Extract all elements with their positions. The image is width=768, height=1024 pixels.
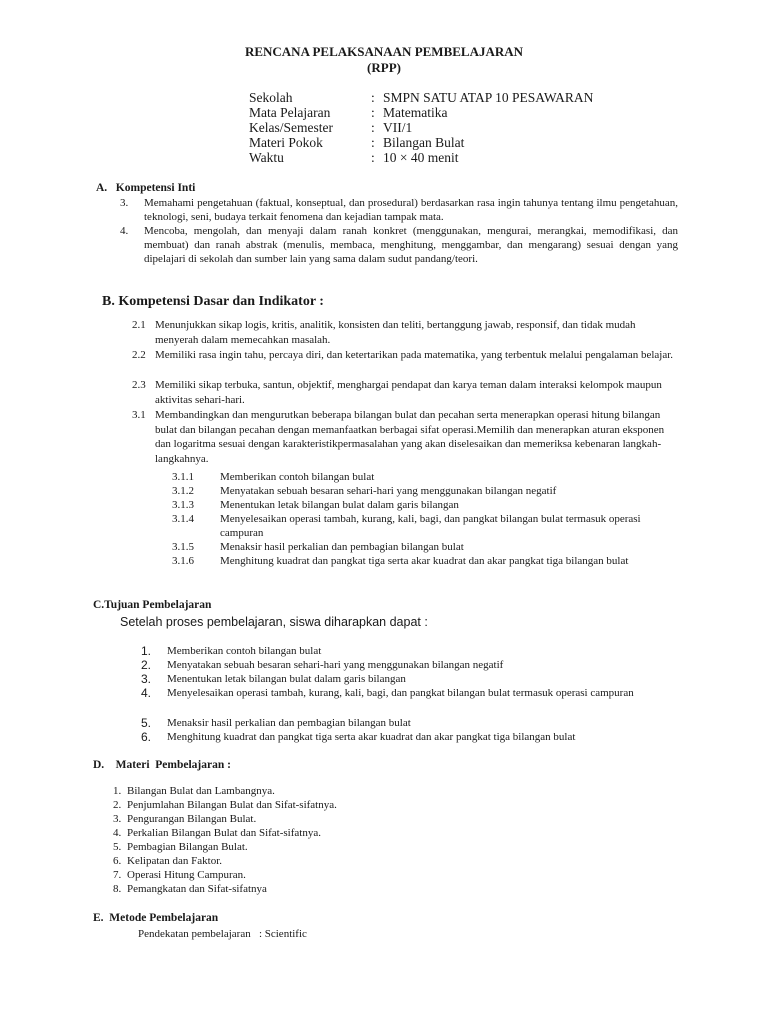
indicator-3-1-3 <box>172 499 680 513</box>
info-colon: : <box>371 90 375 105</box>
ki-number: 3. <box>120 197 129 209</box>
indicator-text: Menyatakan sebuah besaran sehari-hari yang menggunakan bilangan negatif <box>220 485 557 497</box>
materi-item-1 <box>113 785 513 799</box>
goal-text: Memberikan contoh bilangan bulat <box>167 645 322 657</box>
indicator-number: 3.1.3 <box>172 499 194 511</box>
goal-number: 2. <box>141 658 152 672</box>
indicator-text: Menghitung kuadrat dan pangkat tiga serta akar kuadrat dan akar pangkat tiga bilangan bulat <box>220 555 629 567</box>
goal-number: 3. <box>141 672 152 686</box>
info-label: Materi Pokok <box>249 135 323 150</box>
materi-text: Pengurangan Bilangan Bulat. <box>127 813 257 825</box>
indicator-text: Menyelesaikan operasi tambah, kurang, kali, bagi, dan pangkat bilangan bulat termasuk operasi campuran <box>220 513 641 539</box>
goal-item-5 <box>141 716 681 730</box>
materi-item-5 <box>113 841 513 855</box>
kd-text: Membandingkan dan mengurutkan beberapa bilangan bulat dan pecahan serta menerapkan operasi hitung bilangan bulat dan bilangan pecahan dengan memanfaatkan berbagai sifat operasi.Memilih dan menerapkan aturan eksponen dan logaritma sesuai dengan karakteristikpermasalahan yang akan diselesaikan dan memeriksa kebenaran langkah-langkahnya. <box>155 409 665 465</box>
materi-number: 6. <box>113 855 122 867</box>
indicator-3-1-4 <box>172 513 680 541</box>
goal-item-3 <box>141 672 681 686</box>
kd-text: Memiliki sikap terbuka, santun, objektif, menghargai pendapat dan karya teman dalam interaksi kelompok maupun aktivitas sehari-hari. <box>155 379 662 406</box>
kd-number: 2.1 <box>132 319 146 331</box>
goal-item-4 <box>141 686 681 714</box>
kd-number: 2.3 <box>132 379 146 391</box>
indicator-number: 3.1.1 <box>172 471 194 483</box>
kd-item-2-3 <box>132 378 680 408</box>
materi-item-3 <box>113 813 513 827</box>
materi-number: 1. <box>113 785 122 797</box>
materi-text: Kelipatan dan Faktor. <box>127 855 223 867</box>
indicator-3-1-2 <box>172 485 680 499</box>
goal-number: 6. <box>141 730 152 744</box>
materi-number: 8. <box>113 883 122 895</box>
kd-text: Menunjukkan sikap logis, kritis, analitik, konsisten dan teliti, bertanggung jawab, responsif, dan tidak mudah menyerah dalam memecahkan masalah. <box>155 319 636 346</box>
goal-number: 4. <box>141 686 152 700</box>
materi-text: Perkalian Bilangan Bulat dan Sifat-sifatnya. <box>127 827 321 839</box>
indicator-3-1-5 <box>172 541 680 555</box>
info-label: Sekolah <box>249 90 293 105</box>
info-colon: : <box>371 135 375 150</box>
kd-item-3-1 <box>132 408 680 470</box>
section-c-heading: C.Tujuan Pembelajaran <box>93 599 212 611</box>
kd-item-2-1 <box>132 318 680 348</box>
section-b-heading: B. Kompetensi Dasar dan Indikator : <box>102 294 324 309</box>
section-c-intro: Setelah proses pembelajaran, siswa diharapkan dapat : <box>120 615 428 629</box>
materi-text: Bilangan Bulat dan Lambangnya. <box>127 785 275 797</box>
materi-text: Penjumlahan Bilangan Bulat dan Sifat-sifatnya. <box>127 799 337 811</box>
section-d-heading: D. Materi Pembelajaran : <box>93 759 231 771</box>
kd-number: 2.2 <box>132 349 146 361</box>
ki-item-3 <box>120 196 678 226</box>
goal-text: Menyatakan sebuah besaran sehari-hari yang menggunakan bilangan negatif <box>167 659 504 671</box>
goal-text: Menaksir hasil perkalian dan pembagian bilangan bulat <box>167 717 411 729</box>
ki-item-4 <box>120 224 678 282</box>
ki-number: 4. <box>120 225 129 237</box>
indicator-text: Memberikan contoh bilangan bulat <box>220 471 375 483</box>
ki-text: Mencoba, mengolah, dan menyaji dalam ranah konkret (menggunakan, mengurai, merangkai, memodifikasi, dan membuat) dan ranah abstrak (menulis, membaca, menghitung, menggambar, dan mengarang) sesuai dengan yang dipelajari di sekolah dan sumber lain yang sama dalam sudut pandang/teori. <box>144 225 678 265</box>
indicator-number: 3.1.2 <box>172 485 194 497</box>
document-title: RENCANA PELAKSANAAN PEMBELAJARAN <box>244 44 524 59</box>
kd-number: 3.1 <box>132 409 146 421</box>
materi-number: 4. <box>113 827 122 839</box>
goal-number: 5. <box>141 716 152 730</box>
info-value: VII/1 <box>383 120 413 135</box>
kd-item-2-2 <box>132 348 680 378</box>
indicator-number: 3.1.6 <box>172 555 194 567</box>
info-label: Mata Pelajaran <box>249 105 331 120</box>
materi-text: Pembagian Bilangan Bulat. <box>127 841 248 853</box>
materi-item-8 <box>113 883 513 897</box>
materi-item-7 <box>113 869 513 883</box>
info-label: Waktu <box>249 150 284 165</box>
goal-text: Menghitung kuadrat dan pangkat tiga serta akar kuadrat dan akar pangkat tiga bilangan bulat <box>167 731 576 743</box>
goal-text: Menyelesaikan operasi tambah, kurang, kali, bagi, dan pangkat bilangan bulat termasuk operasi campuran <box>167 687 634 699</box>
materi-number: 2. <box>113 799 122 811</box>
materi-text: Pemangkatan dan Sifat-sifatnya <box>127 883 267 895</box>
indicator-number: 3.1.4 <box>172 513 194 525</box>
indicator-text: Menaksir hasil perkalian dan pembagian bilangan bulat <box>220 541 464 553</box>
info-colon: : <box>371 105 375 120</box>
materi-text: Operasi Hitung Campuran. <box>127 869 246 881</box>
materi-number: 3. <box>113 813 122 825</box>
info-value: 10 × 40 menit <box>383 150 459 165</box>
goal-item-1 <box>141 644 681 658</box>
ki-text: Memahami pengetahuan (faktual, konseptual, dan prosedural) berdasarkan rasa ingin tahunya tentang ilmu pengetahuan, teknologi, seni, budaya terkait fenomena dan kejadian tampak mata. <box>144 197 678 223</box>
indicator-text: Menentukan letak bilangan bulat dalam garis bilangan <box>220 499 459 511</box>
info-colon: : <box>371 120 375 135</box>
kd-text: Memiliki rasa ingin tahu, percaya diri, dan ketertarikan pada matematika, yang terbentuk melalui pengalaman belajar. <box>155 349 674 361</box>
materi-number: 5. <box>113 841 122 853</box>
materi-item-4 <box>113 827 513 841</box>
materi-item-6 <box>113 855 513 869</box>
info-colon: : <box>371 150 375 165</box>
section-e-heading: E. Metode Pembelajaran <box>93 912 219 924</box>
indicator-number: 3.1.5 <box>172 541 194 553</box>
info-value: Matematika <box>383 105 448 120</box>
info-value: SMPN SATU ATAP 10 PESAWARAN <box>383 90 594 105</box>
goal-text: Menentukan letak bilangan bulat dalam garis bilangan <box>167 673 406 685</box>
indicator-3-1-6 <box>172 555 680 583</box>
document-subtitle: (RPP) <box>367 60 401 75</box>
info-value: Bilangan Bulat <box>383 135 465 150</box>
goal-item-2 <box>141 658 681 672</box>
section-e-approach: Pendekatan pembelajaran : Scientific <box>138 928 307 940</box>
materi-number: 7. <box>113 869 122 881</box>
info-label: Kelas/Semester <box>249 120 333 135</box>
section-a-heading: A. Kompetensi Inti <box>96 182 196 194</box>
materi-item-2 <box>113 799 513 813</box>
goal-item-6 <box>141 730 681 744</box>
indicator-3-1-1 <box>172 471 680 485</box>
goal-number: 1. <box>141 644 152 658</box>
